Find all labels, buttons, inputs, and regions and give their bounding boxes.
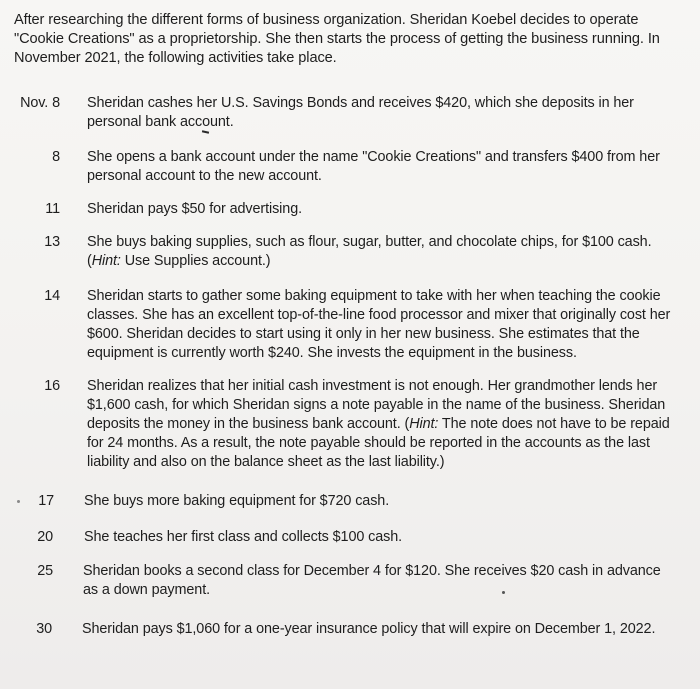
activity-date: 20 [37,529,53,545]
activity-date: 14 [44,288,60,304]
activity-description: Sheridan cashes her U.S. Savings Bonds and receives $420, which she deposits in her personal bank account. [87,95,634,130]
activity-description: Sheridan books a second class for December 4 for $120. She receives $20 cash in advance as a down payment. [83,563,661,598]
activity-text-part: She buys baking supplies, such as flour, sugar, butter, and chocolate chips, for $100 cash. ( [87,234,652,269]
activity-date: 13 [44,234,60,250]
activity-date: 8 [52,149,60,165]
activity-description: Sheridan pays $50 for advertising. [87,201,302,217]
activity-description: She buys more baking equipment for $720 cash. [84,493,390,509]
activity-date: 17 [38,493,54,509]
activity-date: Nov. 8 [20,95,60,111]
activity-text-part: Sheridan realizes that her initial cash investment is not enough. Her grandmother lends her $1,600 cash, for which Sheridan signs a note payable in the name of the business. Sheridan deposits the money in the business bank account. ( [87,378,666,432]
activity-description [87,233,679,271]
hint-label: Hint: [409,416,439,432]
stray-pen-mark [202,130,209,133]
activity-date: 16 [44,378,60,394]
activity-date: 11 [45,201,60,217]
stray-dot [502,591,505,594]
activity-description [87,377,679,472]
activity-text-part: Use Supplies account.) [120,253,271,269]
hint-label: Hint: [91,253,121,269]
activity-description: She teaches her first class and collects $100 cash. [84,529,403,545]
activity-description: Sheridan pays $1,060 for a one-year insurance policy that will expire on December 1, 2022. [82,621,656,637]
activity-description: She opens a bank account under the name "Cookie Creations" and transfers $400 from her personal account to the new account. [87,149,660,184]
activity-date: 25 [37,563,53,579]
intro-paragraph: After researching the different forms of business organization. Sheridan Koebel decides to operate "Cookie Creations" as a proprietorship. She then starts the process of getting the business running. In November 2021, the following activities take place. [14,12,660,66]
activity-text-part: The note does not have to be repaid for 24 months. As a result, the note payable should be reported in the accounts as the last liability and also on the balance sheet as the last liability.) [87,416,670,470]
activity-date: 30 [36,621,52,637]
activity-description: Sheridan starts to gather some baking equipment to take with her when teaching the cookie classes. She has an excellent top-of-the-line food processor and mixer that originally cost her $600. Sheridan decides to start using it only in her new business. She estimates that the equipment is currently worth $240. She invests the equipment in the business. [87,288,671,361]
